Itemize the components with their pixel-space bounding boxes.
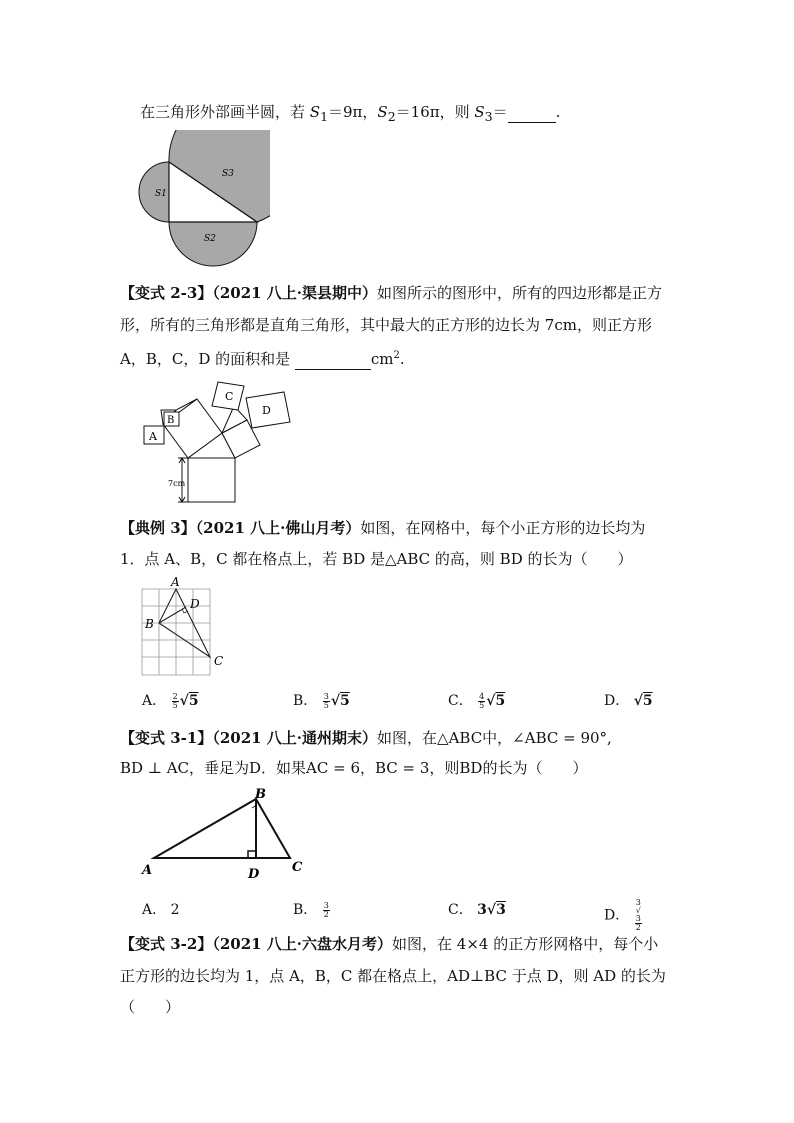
- variant-3-1-line2: BD ⊥ AC，垂足为D．如果AC = 6，BC = 3，则BD的长为（ ）: [120, 759, 588, 777]
- example-3-line1: 【典例 3】（2021 八上·佛山月考）如图，在网格中，每个小正方形的边长均为: [120, 519, 646, 537]
- fraction: $\frac{2}{5}$: [172, 691, 178, 710]
- option-a[interactable]: A． $\frac{2}{5}$ √5: [142, 691, 199, 710]
- radical: √5: [179, 693, 199, 709]
- variant-2-3-line1: 【变式 2-3】（2021 八上·渠县期中）如图所示的图形中，所有的四边形都是正方: [120, 284, 663, 302]
- option-d[interactable]: D． √5: [604, 693, 653, 709]
- label-a: A: [149, 430, 157, 443]
- option-a[interactable]: A． 2: [142, 902, 180, 918]
- label-c: C: [214, 654, 224, 668]
- answer-blank: [295, 349, 371, 370]
- label-d: D: [248, 867, 260, 882]
- radical: √5: [330, 693, 350, 709]
- option-c[interactable]: C． $\frac{4}{5}$ √5: [448, 691, 506, 710]
- label-b: B: [167, 415, 175, 426]
- triangle-abc: [154, 799, 290, 858]
- fraction: $\frac{3}{2}$: [323, 900, 329, 919]
- label-s3: S3: [222, 169, 234, 179]
- option-b[interactable]: B． $\frac{3}{5}$ √5: [293, 691, 350, 710]
- largest-square: [188, 458, 235, 502]
- figure-squares: [138, 378, 298, 506]
- label-7cm: 7cm: [168, 479, 186, 488]
- option-c[interactable]: C． 3√3: [448, 902, 506, 918]
- answer-blank: [508, 102, 556, 123]
- variant-3-2-line1: 【变式 3-2】（2021 八上·六盘水月考）如图，在 4×4 的正方形网格中，每个小: [120, 935, 659, 953]
- figure-right-triangle: [138, 782, 310, 882]
- figure-grid-triangle: [138, 574, 230, 678]
- label-c: C: [292, 860, 303, 875]
- label-a: A: [171, 575, 180, 589]
- radical: √5: [486, 693, 506, 709]
- label-b: B: [255, 787, 266, 802]
- radical: √5: [633, 693, 653, 709]
- radical: 3√3: [477, 902, 506, 918]
- label-a: A: [142, 863, 153, 878]
- semicircle-s2: [169, 222, 257, 266]
- question-semicircles: 在三角形外部画半圆，若 $S_1=9\pi$，$S_2=16\pi$，则 $S_3=$ .: [140, 103, 561, 124]
- figure-semicircles: [138, 130, 270, 268]
- fraction: $\frac{4}{5}$: [479, 691, 485, 710]
- label-b: B: [145, 617, 154, 631]
- label-s2: S2: [204, 234, 216, 244]
- example-3-line2: 1．点 A、B，C 都在格点上，若 BD 是△ABC 的高，则 BD 的长为（ ）: [120, 550, 633, 568]
- label-s1: S1: [155, 189, 167, 199]
- fraction: $\frac{3}{5}$: [323, 691, 329, 710]
- variant-3-2-line3: （ ）: [120, 998, 181, 1016]
- variant-3-1-line1: 【变式 3-1】（2021 八上·通州期末）如图，在△ABC中，∠ABC = 90°,: [120, 729, 612, 747]
- variant-3-2-line2: 正方形的边长均为 1，点 A，B，C 都在格点上，AD⊥BC 于点 D，则 AD 的长为: [120, 967, 666, 985]
- option-b[interactable]: B． $\frac{3}{2}$: [293, 900, 329, 919]
- label-d: D: [190, 597, 200, 611]
- option-d[interactable]: D． 3 √ 3 2: [604, 898, 641, 932]
- label-d: D: [262, 404, 271, 417]
- variant-2-3-line2: 形，所有的三角形都是直角三角形，其中最大的正方形的边长为 7cm，则正方形: [120, 316, 652, 334]
- variant-2-3-line3: A，B，C，D 的面积和是 $cm^2$.: [120, 350, 405, 368]
- fraction: 3 √ 3 2: [635, 898, 641, 932]
- label-c: C: [225, 390, 234, 403]
